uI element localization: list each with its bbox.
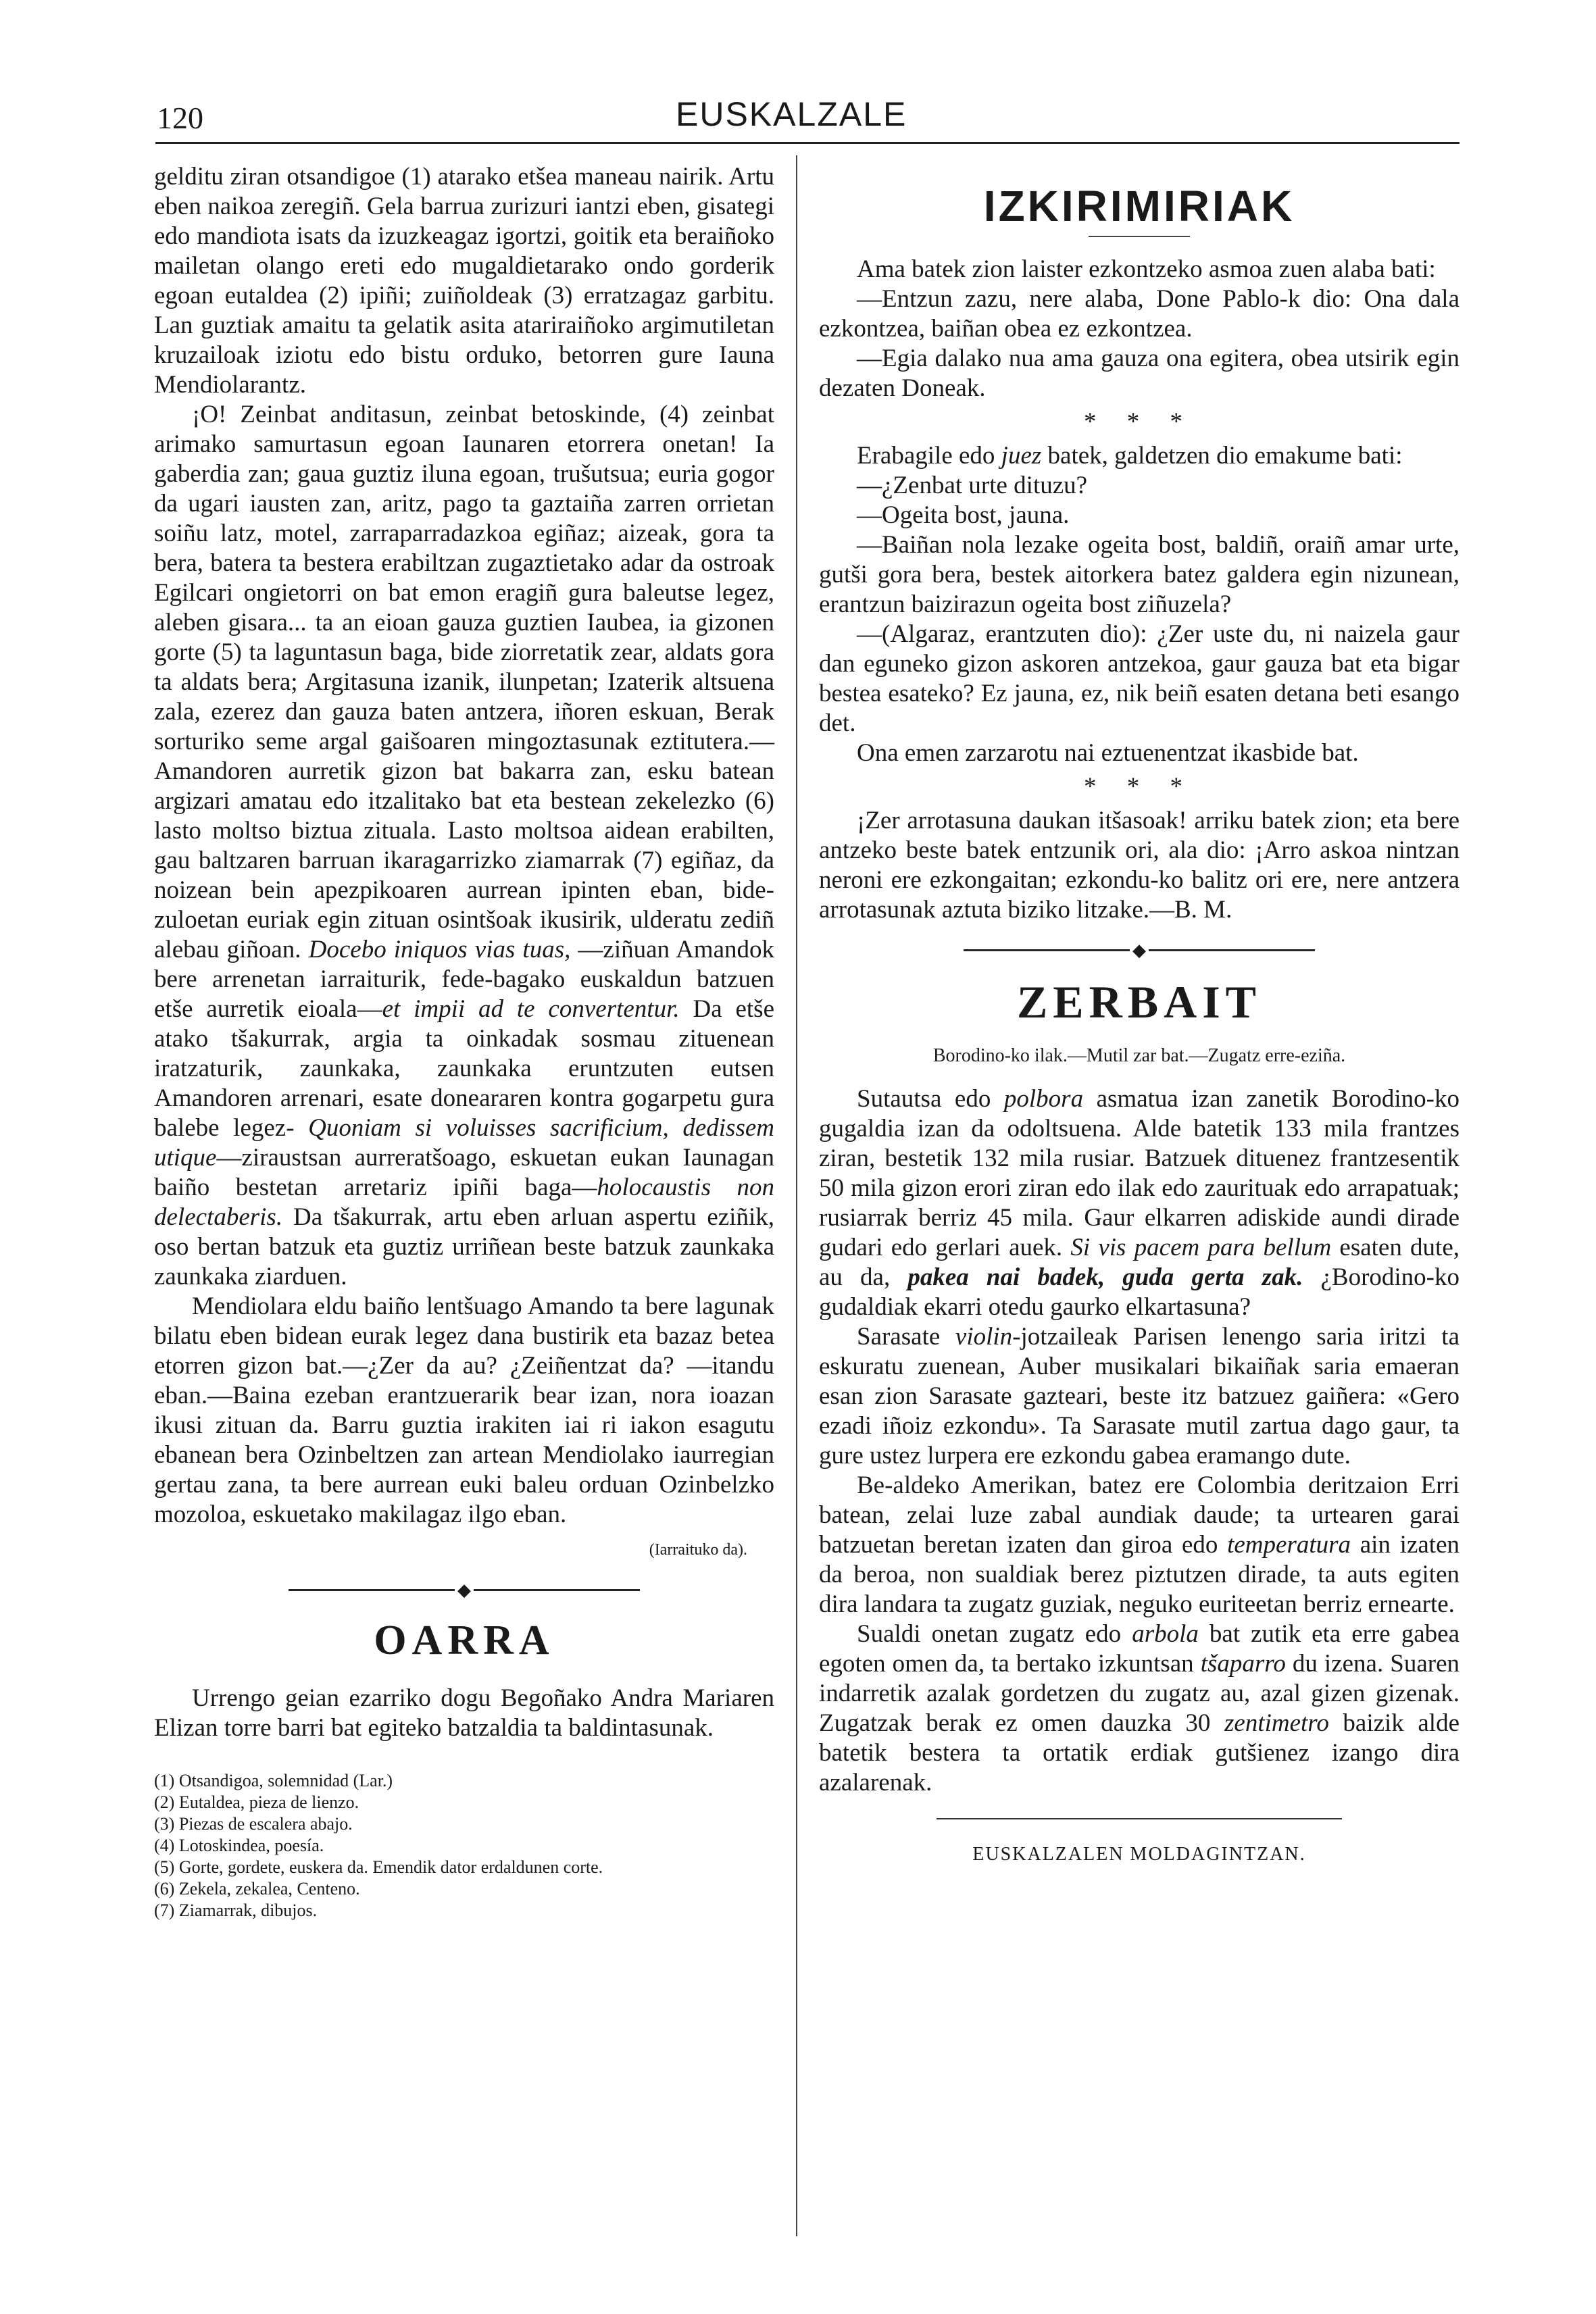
story-paragraph-1: gelditu ziran otsandigoe (1) atarako etšea maneau nairik. Artu eben naikoa zeregiñ. Gela barrua zurizuri iantzi eben, gisategi edo mandiota isats da izuzkeagaz igortzi, goitik eta beraiñoko mailetan olango ereti edo mugaldietarako ondo gorderik egoan eutaldea (2) ipiñi; zuiñoldeak (3) erratzagaz garbitu. Lan guztiak amaitu ta gelatik asita atariraiñoko argimutiletan kruzailoak iziotu edo bistu orduko, betorren gure Iauna Mendiolarantz. bbox=[154, 163, 774, 399]
anecdote-line: —Entzun zazu, nere alaba, Done Pablo-k dio: Ona dala ezkontzea, baiñan obea ez ezkontzea. bbox=[819, 285, 1460, 343]
anecdote-line: Ona emen zarzarotu nai eztuenentzat ikasbide bat. bbox=[857, 739, 1359, 767]
italic-word: arbola bbox=[1132, 1620, 1199, 1648]
section-stars: * * * bbox=[1084, 408, 1195, 436]
anecdote-line: —(Algaraz, erantzuten dio): ¿Zer uste du, ni naizela gaur dan eguneko gizon askoren antzekoa, gaur gauza bat eta bigar bestea esateko? Ez jauna, ez, nik beiñ esaten detana beti esango det. bbox=[819, 620, 1460, 737]
zerbait-paragraph-4 bbox=[819, 1619, 1460, 1798]
italic-word: temperatura bbox=[1227, 1531, 1351, 1559]
zerbait-paragraph-1 bbox=[819, 1084, 1460, 1322]
zerbait-paragraph-2 bbox=[819, 1322, 1460, 1471]
text-run: du izena. Suaren indarretik azalak gordetzen du zugatz au, azal gizen gizenak. Zugatzak berak ez omen dauzka 30 bbox=[819, 1650, 1460, 1737]
story-paragraph-3: Mendiolara eldu baiño lentšuago Amando ta bere lagunak bilatu eben bidean eurak legez dana bustirik eta bazaz betea etorren gizon bat.—¿Zer da au? ¿Zeiñentzat da? —itandu eban.—Baina ezeban erantzuerarik bear izan, nora ioazan ikusi zituan da. Barru guztia irakiten iai ri iakon esagutu ebanean bera Ozinbeltzen zan artean Mendiolako iaurregian gertau zana, ta bere aurrean euki baleu orduan Ozinbelzko mozoloa, eskuetako makilagaz ilgo eban. bbox=[154, 1292, 774, 1528]
story-text-mid: —ziñuan Amandok bere arrenetan iarraiturik, fede-bagako euskaldun batzuen etše aurretik eioala— bbox=[154, 936, 774, 1023]
anecdote-line: —Baiñan nola lezake ogeita bost, baldiñ, oraiñ amar urte, gutši gora bera, bestek aitorkera batez galdera egin nizunean, erantzun baizirazun ogeita bost ziñuzela? bbox=[819, 531, 1460, 618]
story-text-after-3: —ziraustsan aurreratšoago, eskuetan eukan Iaunagan baiño bestetan arretariz ipiñi baga— bbox=[154, 1144, 774, 1201]
footnote: (7) Ziamarrak, dibujos. bbox=[154, 1901, 318, 1920]
text-run: -jotzaileak Parisen lenengo saria iritzi ta eskuratu zuenean, Auber musikalari bikaiñak saria emaeran esan zion Sarasate gazteari, beste itz batzuez gaiñera: «Gero ezadi iñoiz ezkondu». Ta Sarasate mutil zartua dago gaur, ta gure ustez lurpera ere ezkondu gabea eramango dute. bbox=[819, 1323, 1460, 1469]
text-run: Sualdi onetan zugatz edo bbox=[857, 1620, 1132, 1648]
text-run: Sutautsa edo bbox=[857, 1085, 1004, 1113]
column-divider bbox=[796, 155, 797, 2236]
footnotes bbox=[154, 1770, 774, 1921]
italic-word: tšaparro bbox=[1200, 1650, 1286, 1678]
anecdote-intro-post: batek, galdetzen dio emakume bati: bbox=[1041, 442, 1403, 470]
footnote: (1) Otsandigoa, solemnidad (Lar.) bbox=[154, 1771, 393, 1790]
section-ornament bbox=[289, 1585, 640, 1594]
story-text-after-2: Da etše atako tšakurrak, argia ta oinkadak sosmau zituenean iratzaturik, zaunkaka, zaunkaka eruntzuten eutsen Amandoren arrenari, esate doneararen kontra gogarpetu gura balebe legez- bbox=[154, 995, 774, 1142]
footer-rule bbox=[937, 1818, 1342, 1819]
text-run: Sarasate bbox=[857, 1323, 955, 1351]
oarra-text: Urrengo geian ezarriko dogu Begoñako Andra Mariaren Elizan torre barri bat egiteko batzaldia ta baldintasunak. bbox=[154, 1684, 774, 1742]
text-run: ¿Borodino-ko gudaldiak ekarri otedu gaurko elkartasuna? bbox=[819, 1263, 1460, 1321]
section-ornament bbox=[964, 945, 1315, 955]
story-text-after-4: Da tšakurrak, artu eben arluan aspertu eziñik, oso bertan batzuk eta guztiz urriñean beste batzuk zaunkaka zaunkaka ziarduen. bbox=[154, 1203, 774, 1290]
latin-phrase: Si vis pacem para bellum bbox=[1070, 1234, 1332, 1261]
text-run: bat zutik eta erre gabea egoten omen da, ta bertako izkuntsan bbox=[819, 1620, 1460, 1678]
header-rule bbox=[155, 142, 1460, 144]
oarra-title: OARRA bbox=[374, 1617, 555, 1663]
text-run: Be-aldeko Amerikan, batez ere Colombia deritzaion Erri batean, zelai luze zabal aundiak daude; ta urtearen garai batzuetan beretan izaten dan giroa edo bbox=[819, 1472, 1460, 1559]
story-paragraph-2-text: ¡O! Zeinbat anditasun, zeinbat betoskinde, (4) zeinbat arimako samurtasun egoan Iaunaren etorrera onetan! Ia gaberdia zan; gaua guztiz iluna egoan, trušutsua; euria gogor da ugari iausten zan, aritz, pago ta gaztaiña zarren orrietan soiñu latz, motel, zarraparradazkoa egiñaz; aizeak, gora ta bera, batera ta bestera erabiltzan zugaztietako adar da ostroak Egilcari ongietorri on bat emon eragiñ gura baleutse legez, aleben gisara... ta an eioan gauza guztien Iaubea, ia gizonen gorte (5) ta laguntasun baga, bide ziorretatik zear, aldats gora ta aldats bera; Argitasuna izanik, ilunpetan; Izaterik altsuena zala, ezerez dan gauza baten antzera, iñoren eskuan, Berak sorturiko seme argal gaišoaren mingoztasunak eztitutera.—Amandoren aurretik gizon bat bakarra zan, esku batean argizari amatau edo itzalitako bat eta bestean zekelezko (6) lasto moltso biztua zituala. Lasto moltsoa aidean erabilten, gau baltzaren barruan ikaragarrizko ziamarrak (7) egiñaz, da noizean bein apezpikoaren aurrean ipinten eban, bide-zuloetan euriak egin zituan osintšoak ikusirik, ulderatu zediñ alebau giñoan. bbox=[154, 401, 774, 963]
zerbait-title: ZERBAIT bbox=[1016, 976, 1262, 1028]
footnote: (5) Gorte, gordete, euskera da. Emendik dator erdaldunen corte. bbox=[154, 1857, 603, 1877]
latin-phrase-1: Docebo iniquos vias tuas, bbox=[308, 936, 571, 963]
section-stars: * * * bbox=[1084, 773, 1195, 801]
story-paragraph-2 bbox=[154, 400, 774, 1292]
anecdote-line: —¿Zenbat urte dituzu? bbox=[857, 472, 1088, 499]
anecdote-intro bbox=[819, 441, 1460, 471]
italic-word: violin bbox=[955, 1323, 1013, 1351]
juez-word: juez bbox=[1001, 442, 1042, 470]
anecdote-line: —Ogeita bost, jauna. bbox=[857, 501, 1070, 529]
latin-phrase-4: holocaustis non delectaberis. bbox=[154, 1174, 775, 1231]
text-run: baizik alde batetik bestera ta ortatik erdiak gutšienez izango dira azalarenak. bbox=[819, 1709, 1460, 1796]
journal-title: EUSKALZALE bbox=[676, 95, 907, 133]
anecdote-intro-pre: Erabagile edo bbox=[857, 442, 1001, 470]
printer-footer: EUSKALZALEN MOLDAGINTZAN. bbox=[972, 1844, 1306, 1865]
zerbait-paragraph-3 bbox=[819, 1471, 1460, 1619]
text-run: esaten dute, au da, bbox=[819, 1234, 1460, 1291]
footnote: (6) Zekela, zekalea, Centeno. bbox=[154, 1879, 360, 1898]
latin-phrase-2: et impii ad te convertentur. bbox=[382, 995, 680, 1023]
anecdote-line: Ama batek zion laister ezkontzeko asmoa zuen alaba bati: bbox=[857, 255, 1436, 283]
izkirimiriak-title: IZKIRIMIRIAK bbox=[983, 182, 1295, 230]
basque-phrase: pakea nai badek, guda gerta zak. bbox=[907, 1263, 1303, 1291]
footnote: (3) Piezas de escalera abajo. bbox=[154, 1814, 353, 1834]
zerbait-subtitle: Borodino-ko ilak.—Mutil zar bat.—Zugatz erre-eziña. bbox=[932, 1045, 1346, 1066]
anecdote-line: —Egia dalako nua ama gauza ona egitera, obea utsirik egin dezaten Doneak. bbox=[819, 345, 1460, 402]
title-rule bbox=[1089, 236, 1190, 237]
anecdote-line: ¡Zer arrotasuna daukan itšasoak! arriku batek zion; eta bere antzeko beste batek entzunik ori, ala dio: ¡Arro askoa nintzan neroni ere ezkongaitan; ezkondu-ko balitz ori ere, nere antzera arrotasunak aztuta biziko litzake.—B. M. bbox=[819, 807, 1460, 924]
text-run: ain izaten da beroa, non sualdiak berez piztutzen dirade, ta auts egiten dira landara ta zugatz guziak, neguko euriteetan berriz ernearte. bbox=[819, 1531, 1460, 1618]
page-number: 120 bbox=[157, 101, 203, 135]
italic-word: polbora bbox=[1003, 1085, 1084, 1113]
left-column bbox=[154, 162, 774, 1921]
continued-note: (Iarraituko da). bbox=[649, 1541, 747, 1559]
footnote: (4) Lotoskindea, poesía. bbox=[154, 1836, 324, 1855]
latin-phrase-3: Quoniam si voluisses sacrificium, dedissem utique bbox=[154, 1114, 774, 1172]
italic-word: zentimetro bbox=[1224, 1709, 1329, 1737]
right-column bbox=[819, 179, 1460, 1869]
text-run: asmatua izan zanetik Borodino-ko gugaldia izan da odoltsuena. Alde batetik 133 mila frantzes ziran, bestetik 132 mila rusiar. Batzuek dituenez frantzesentik 50 mila gizon erori ziran edo ilak edo zaurituak edo arrapatuak; rusiarrak berriz 45 mila. Gaur elkarren adiskide aundi dirade gudari edo gerlari auek. bbox=[819, 1085, 1460, 1261]
footnote: (2) Eutaldea, pieza de lienzo. bbox=[154, 1792, 359, 1812]
